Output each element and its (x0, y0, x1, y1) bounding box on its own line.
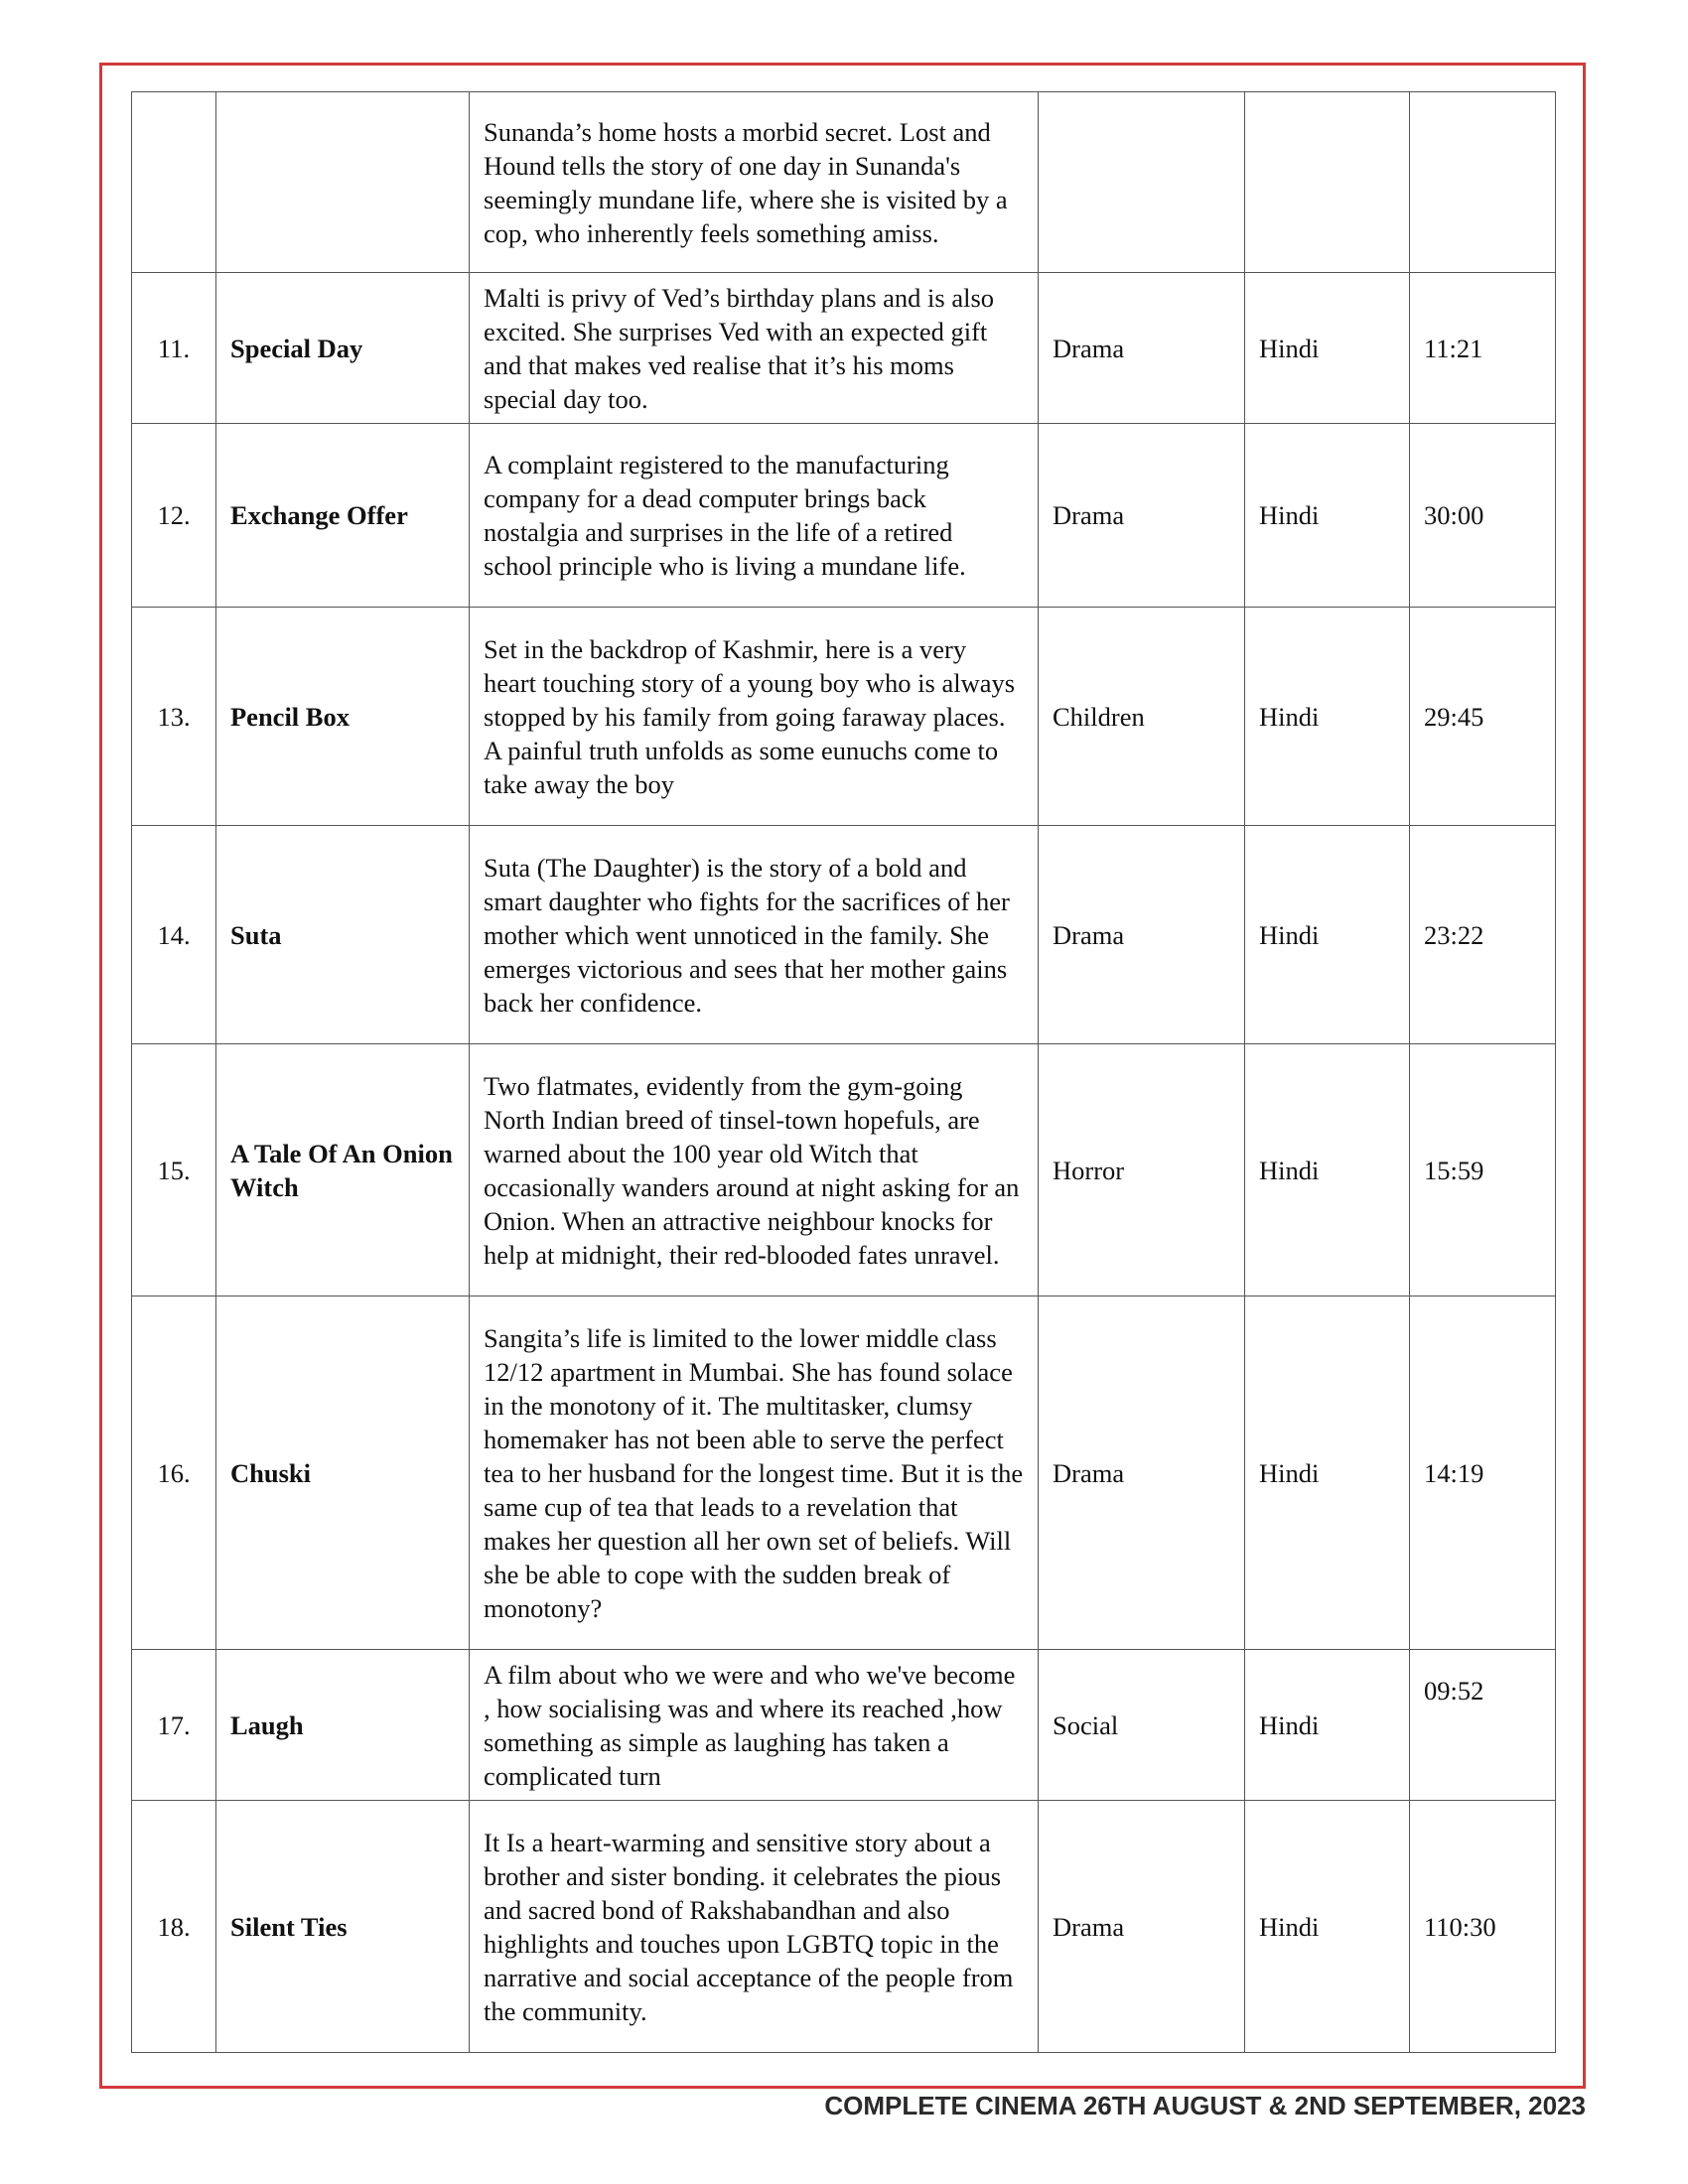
table-row (132, 273, 1556, 424)
table-row (132, 1650, 1556, 1801)
film-title: Special Day (216, 273, 470, 424)
row-number (132, 92, 216, 273)
film-duration (1410, 92, 1556, 273)
row-number: 15. (132, 1044, 216, 1297)
film-language: Hindi (1245, 1297, 1410, 1650)
row-number: 17. (132, 1650, 216, 1801)
table-row (132, 1044, 1556, 1297)
row-number: 13. (132, 608, 216, 826)
table-row (132, 826, 1556, 1044)
film-synopsis: Malti is privy of Ved’s birthday plans and is also excited. She surprises Ved with an expected gift and that makes ved realise that it’s his moms special day too. (470, 273, 1039, 424)
film-title: Exchange Offer (216, 424, 470, 608)
table-row (132, 608, 1556, 826)
table-row (132, 1297, 1556, 1650)
film-synopsis: A complaint registered to the manufacturing company for a dead computer brings back nostalgia and surprises in the life of a retired school principle who is living a mundane life. (470, 424, 1039, 608)
film-synopsis: Sangita’s life is limited to the lower middle class 12/12 apartment in Mumbai. She has found solace in the monotony of it. The multitasker, clumsy homemaker has not been able to serve the perfect tea to her husband for the longest time. But it is the same cup of tea that leads to a revelation that makes her question all her own set of beliefs. Will she be able to cope with the sudden break of monotony? (470, 1297, 1039, 1650)
film-genre: Drama (1039, 1801, 1245, 2053)
row-number: 12. (132, 424, 216, 608)
film-duration: 30:00 (1410, 424, 1556, 608)
film-language: Hindi (1245, 826, 1410, 1044)
film-duration: 14:19 (1410, 1297, 1556, 1650)
film-duration: 29:45 (1410, 608, 1556, 826)
film-genre: Drama (1039, 1297, 1245, 1650)
film-table (131, 91, 1556, 2053)
film-genre: Drama (1039, 273, 1245, 424)
film-language: Hindi (1245, 273, 1410, 424)
row-number: 14. (132, 826, 216, 1044)
film-language: Hindi (1245, 1044, 1410, 1297)
film-genre: Children (1039, 608, 1245, 826)
film-duration: 09:52 (1410, 1650, 1556, 1801)
film-synopsis: Suta (The Daughter) is the story of a bold and smart daughter who fights for the sacrifices of her mother which went unnoticed in the family. She emerges victorious and sees that her mother gains back her confidence. (470, 826, 1039, 1044)
film-synopsis: Sunanda’s home hosts a morbid secret. Lost and Hound tells the story of one day in Sunanda's seemingly mundane life, where she is visited by a cop, who inherently feels something amiss. (470, 92, 1039, 273)
film-genre: Social (1039, 1650, 1245, 1801)
page-footer: COMPLETE CINEMA 26TH AUGUST & 2ND SEPTEMBER, 2023 (824, 2091, 1586, 2120)
table-row (132, 424, 1556, 608)
film-title: A Tale Of An Onion Witch (216, 1044, 470, 1297)
film-synopsis: A film about who we were and who we've become , how socialising was and where its reached ,how something as simple as laughing has taken a complicated turn (470, 1650, 1039, 1801)
film-title: Chuski (216, 1297, 470, 1650)
film-synopsis: It Is a heart-warming and sensitive story about a brother and sister bonding. it celebrates the pious and sacred bond of Rakshabandhan and also highlights and touches upon LGBTQ topic in the narrative and social acceptance of the people from the community. (470, 1801, 1039, 2053)
row-number: 11. (132, 273, 216, 424)
film-genre: Horror (1039, 1044, 1245, 1297)
film-language: Hindi (1245, 1650, 1410, 1801)
film-language: Hindi (1245, 608, 1410, 826)
film-duration: 15:59 (1410, 1044, 1556, 1297)
film-duration: 11:21 (1410, 273, 1556, 424)
table-row (132, 1801, 1556, 2053)
film-title (216, 92, 470, 273)
film-synopsis: Two flatmates, evidently from the gym-going North Indian breed of tinsel-town hopefuls, are warned about the 100 year old Witch that occasionally wanders around at night asking for an Onion. When an attractive neighbour knocks for help at midnight, their red-blooded fates unravel. (470, 1044, 1039, 1297)
film-title: Laugh (216, 1650, 470, 1801)
film-genre (1039, 92, 1245, 273)
row-number: 16. (132, 1297, 216, 1650)
row-number: 18. (132, 1801, 216, 2053)
film-language (1245, 92, 1410, 273)
film-title: Pencil Box (216, 608, 470, 826)
film-title: Silent Ties (216, 1801, 470, 2053)
film-language: Hindi (1245, 1801, 1410, 2053)
film-language: Hindi (1245, 424, 1410, 608)
film-title: Suta (216, 826, 470, 1044)
film-genre: Drama (1039, 424, 1245, 608)
film-duration: 110:30 (1410, 1801, 1556, 2053)
film-genre: Drama (1039, 826, 1245, 1044)
table-row (132, 92, 1556, 273)
film-synopsis: Set in the backdrop of Kashmir, here is a very heart touching story of a young boy who is always stopped by his family from going faraway places. A painful truth unfolds as some eunuchs come to take away the boy (470, 608, 1039, 826)
film-duration: 23:22 (1410, 826, 1556, 1044)
